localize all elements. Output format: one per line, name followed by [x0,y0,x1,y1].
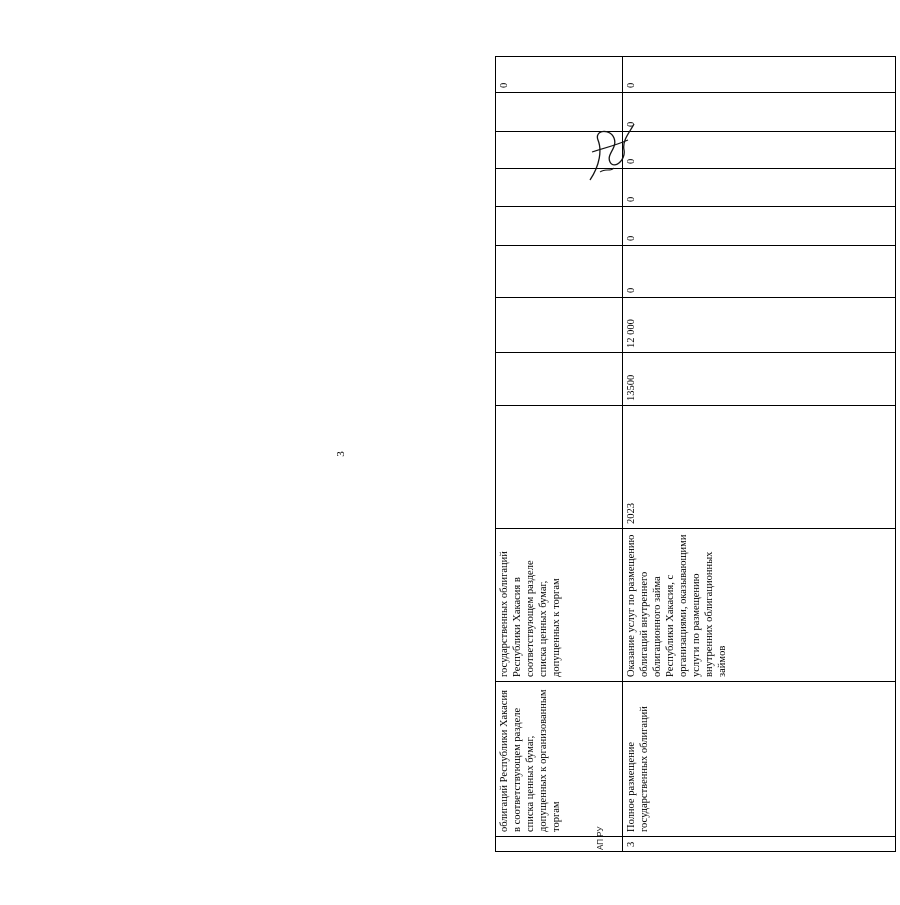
footer-code: АП РУ [596,826,605,850]
value-cell: 0 [623,169,896,207]
value-cell [496,246,623,298]
results-table [495,56,896,852]
service-cell: государственных облигаций Республики Хакасия в соответствующем разделе списка ценных бумаг, допущенных к торгам [496,529,623,682]
value-cell [496,207,623,246]
value-cell: 0 [496,57,623,93]
value-cell [496,353,623,406]
value-cell: 0 [623,93,896,132]
rotated-table-region [495,57,900,852]
value-cell [496,298,623,353]
signature-icon [580,110,640,190]
year-cell [496,406,623,529]
event-name-cell: Полное размещение государственных облигаций [623,682,896,837]
value-cell: 13500 [623,353,896,406]
page-number: 3 [334,451,347,457]
value-cell: 12 000 [623,298,896,353]
year-cell: 2023 [623,406,896,529]
table-row [623,57,896,852]
value-cell: 0 [623,246,896,298]
service-cell: Оказание услуг по размещению облигаций внутреннего облигационного займа Республики Хакасия, с организациями, оказывающими услуги по размещению внутренних облигационных займов [623,529,896,682]
value-cell: 0 [623,132,896,169]
row-number: 3 [623,837,896,852]
handwritten-signature [580,110,640,190]
value-cell: 0 [623,207,896,246]
value-cell: 0 [623,57,896,93]
event-name-cell: облигаций Республики Хакасия в соответствующем разделе списка ценных бумаг, допущенных к организованным торгам [496,682,623,837]
